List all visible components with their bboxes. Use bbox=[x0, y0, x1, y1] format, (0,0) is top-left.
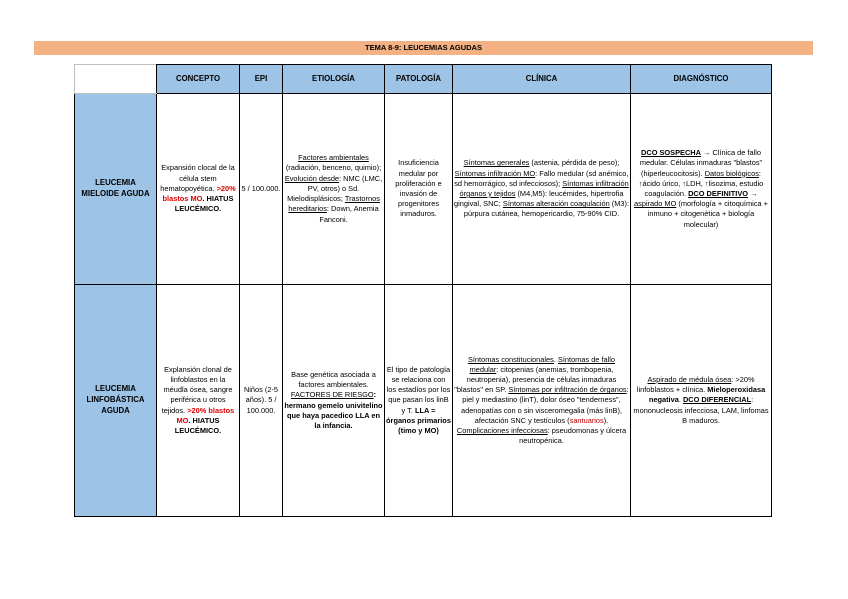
lla-riesgo-label: FACTORES DE RIESGO bbox=[290, 390, 374, 400]
lma-patologia: Insuficiencia medular por proliferación e invasión de progenitores inmaduros. bbox=[385, 94, 453, 285]
lma-infiltracion-organos-label: Síntomas infiltración órganos y tejidos bbox=[459, 178, 629, 198]
lla-diferencial-text: : mononucleosis infecciosa, LAM, linfomas B maduros. bbox=[633, 395, 769, 425]
lla-hiatus: . HIATUS LEUCÉMICO. bbox=[174, 415, 222, 436]
header-patologia: PATOLOGÍA bbox=[385, 65, 453, 94]
lma-biologicos-text: : ↑ácido úrico, ↑LDH, ↑lisozima, estudio coagulación. bbox=[638, 168, 764, 198]
lma-sospecha-label: DCO SOSPECHA bbox=[641, 148, 701, 158]
lla-epi: Niños (2-5 años). 5 / 100.000. bbox=[240, 285, 283, 517]
table-row bbox=[75, 94, 772, 285]
table-row bbox=[75, 285, 772, 517]
lma-hereditarios-label: Trastornos hereditarios bbox=[288, 194, 380, 214]
lla-fallo-label: Síntomas de fallo medular bbox=[469, 354, 616, 374]
header-row bbox=[75, 65, 772, 94]
lla-blasts: >20% blastos MO bbox=[176, 405, 235, 425]
lla-aspirado-label: Aspirado de médula ósea bbox=[647, 374, 732, 384]
lma-infiltracion-mo-label: Síntomas infiltración MO bbox=[454, 168, 536, 178]
lla-infecciosas-label: Complicaciones infecciosas bbox=[456, 426, 548, 436]
lla-clinica bbox=[453, 285, 631, 517]
header-diagnostico: DIAGNÓSTICO bbox=[631, 65, 772, 94]
row-label-lla: LEUCEMIA LINFOBÁSTICA AGUDA bbox=[75, 285, 157, 517]
lma-hiatus: . HIATUS LEUCÉMICO. bbox=[174, 194, 234, 214]
lla-organos-text: : piel y mediastino (linT), dolor óseo "tenderness", adenopatías con o sin visceromegalia (más linB), afectación SNC y testículos ( bbox=[460, 385, 629, 425]
lla-constitucionales-label: Síntomas constitucionales bbox=[467, 354, 554, 364]
leukemia-table bbox=[74, 64, 772, 517]
document-title: TEMA 8-9: LEUCEMIAS AGUDAS bbox=[34, 41, 813, 55]
lma-generales-text: (astenia, pérdida de peso); bbox=[529, 158, 620, 168]
header-etiologia: ETIOLOGÍA bbox=[283, 65, 385, 94]
lma-definitivo-label: DCO DEFINITIVO bbox=[688, 189, 749, 198]
lma-concepto bbox=[157, 94, 240, 285]
lla-etiologia bbox=[283, 285, 385, 517]
lma-infiltracion-mo-text: : Fallo medular (sd anémico, sd hemorrágico, sd infecciosos); bbox=[454, 168, 629, 188]
lla-patologia-bold: LLA = órganos primarios (timo y MO) bbox=[386, 405, 451, 436]
lma-etiologia bbox=[283, 94, 385, 285]
lma-clinica bbox=[453, 94, 631, 285]
lla-patologia bbox=[385, 285, 453, 517]
lma-biologicos-label: Datos biológicos bbox=[704, 168, 759, 178]
lla-santuarios: santuarios bbox=[569, 415, 604, 425]
lma-evolucion-label: Evolución desde bbox=[284, 173, 340, 183]
lma-definitivo-arrow: → bbox=[748, 189, 758, 198]
lma-sospecha-text: → Clínica de fallo medular. Células inmaduras "blastos" (hiperleucocitosis). bbox=[639, 148, 763, 178]
lma-infiltracion-organos-text: (M4,M5): leucémides, hipertrofia gingival, SNC; bbox=[454, 189, 624, 209]
lla-close: ). bbox=[603, 415, 609, 425]
lla-fallo-text: : citopenias (anemias, trombopenia, neutropenia), presencia de células inmaduras "blastos" en SP. bbox=[454, 364, 617, 395]
lma-generales-label: Síntomas generales bbox=[463, 158, 530, 168]
lma-epi: 5 / 100.000. bbox=[240, 94, 283, 285]
lla-mieloperoxidasa: Mieloperoxidasa negativa bbox=[648, 385, 766, 405]
lma-concepto-text: Expansión clocal de la célula stem hematopoyética. bbox=[160, 163, 235, 193]
lma-ambientales-text: (radiación, benceno, quimio); bbox=[285, 163, 382, 173]
lla-dot: . bbox=[678, 395, 683, 405]
lla-riesgo-text: : hermano gemelo univitelino que haya pacedico LLA en la infancia. bbox=[284, 390, 383, 430]
lla-concepto-text: Explansión clonal de linfoblastos en la méudla ósea, sangre periférica u otros tejidos. bbox=[161, 364, 233, 415]
lma-coagulacion-text: (M3): púrpura cutánea, hemopericardio, 75-90% CID. bbox=[463, 199, 630, 219]
header-clinica: CLÍNICA bbox=[453, 65, 631, 94]
lma-evolucion-text: : NMC (LMC, PV, otros) o Sd. Mielodisplásicos; bbox=[287, 173, 383, 204]
lla-infecciosas-text: : pseudomonas y úlcera neutropénica. bbox=[519, 426, 627, 446]
lma-ambientales-label: Factores ambientales bbox=[298, 153, 369, 163]
lma-blasts: >20% blastos MO bbox=[162, 183, 236, 204]
lla-sep: . bbox=[553, 354, 558, 364]
lla-diferencial-label: DCO DIFERENCIAL bbox=[682, 395, 752, 405]
lla-etiologia-text: Base genética asociada a factores ambientales. bbox=[291, 369, 376, 390]
lma-coagulacion-label: Síntomas alteración coagulación bbox=[502, 199, 610, 209]
lma-diagnostico bbox=[631, 94, 772, 285]
lla-organos-label: Síntomas por infiltración de órganos bbox=[508, 385, 627, 395]
lla-diagnostico bbox=[631, 285, 772, 517]
lma-hereditarios-text: : Down, Anemia Fanconi. bbox=[319, 204, 379, 224]
header-epi: EPI bbox=[240, 65, 283, 94]
lla-patologia-text: El tipo de patología se relaciona con los estadíos por los que pasan los linB y T. bbox=[386, 364, 451, 415]
row-label-lma: LEUCEMIA MIELOIDE AGUDA bbox=[75, 94, 157, 285]
corner-cell bbox=[75, 65, 157, 94]
lma-definitivo-text: (morfología + citoquímica + inmuno + citogenética + biología molecular) bbox=[647, 199, 768, 229]
lla-concepto bbox=[157, 285, 240, 517]
lla-aspirado-text: : >20% linfoblastos + clínica. bbox=[636, 374, 755, 395]
header-concepto: CONCEPTO bbox=[157, 65, 240, 94]
lma-aspirado-label: aspirado MO bbox=[634, 199, 677, 209]
